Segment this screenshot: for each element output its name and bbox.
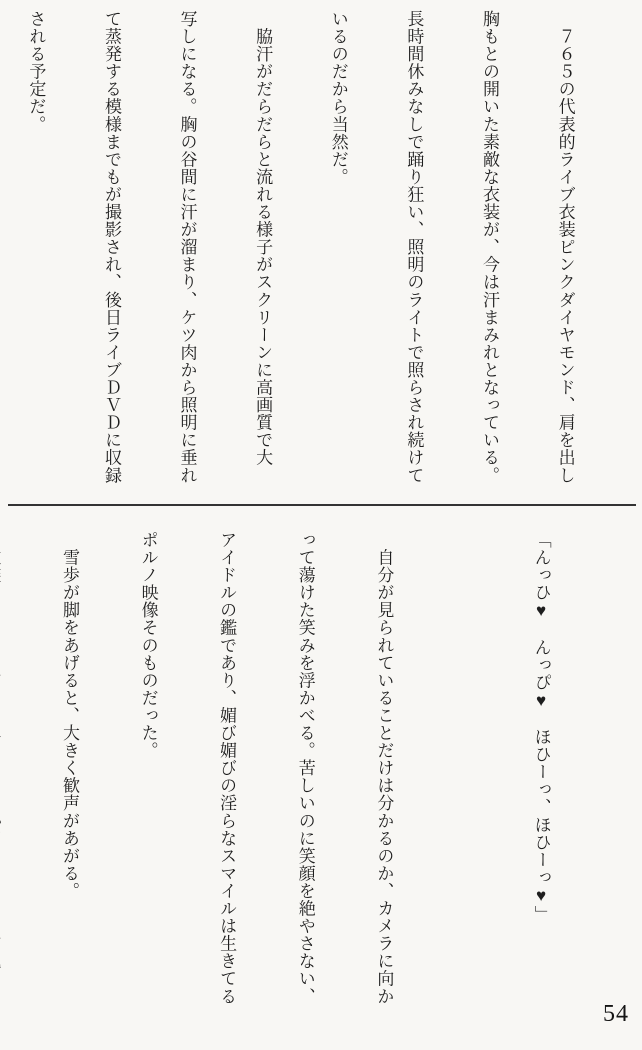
text-column: ポルノ映像そのものだった。 — [138, 531, 158, 760]
text-column: 長時間休みなしで踊り狂い、照明のライトで照らされ続けて — [404, 10, 424, 484]
text-column — [0, 531, 3, 1003]
text-column: ７６５の代表的ライブ衣装ピンクダイヤモンド、肩を出し — [555, 10, 575, 484]
text-column: アイドルの鑑であり、媚び媚びの淫らなスマイルは生きてる — [217, 531, 237, 1005]
text-column: 自分が見られていることだけは分かるのか、カメラに向か — [374, 531, 394, 1005]
text-column: 写しになる。胸の谷間に汗が溜まり、ケツ肉から照明に垂れ — [177, 10, 197, 484]
text-column: 「んっひ♥ んっぴ♥ ほひーっ、ほひーっ♥」 — [531, 531, 551, 924]
text-column: される予定だ。 — [26, 10, 46, 133]
top-text-block — [0, 10, 628, 492]
text-column: 胸もとの開いた素敵な衣装が、今は汗まみれとなっている。 — [479, 10, 499, 484]
text-column: いるのだから当然だ。 — [328, 10, 348, 186]
blank-column — [449, 531, 475, 1003]
page-number: 54 — [603, 1001, 629, 1027]
text-column: て蒸発する模様までもが撮影され、後日ライブＤＶＤに収録 — [101, 10, 121, 484]
text-column: 雪歩が脚をあげると、大きく歓声があがる。 — [59, 531, 79, 900]
text-column: って蕩けた笑みを浮かべる。苦しいのに笑顔を絶やさない、 — [295, 531, 315, 1005]
bottom-text-block — [0, 531, 606, 1003]
section-divider — [8, 504, 636, 506]
text-column: 脇汗がだらだらと流れる様子がスクリーンに高画質で大 — [253, 10, 273, 467]
